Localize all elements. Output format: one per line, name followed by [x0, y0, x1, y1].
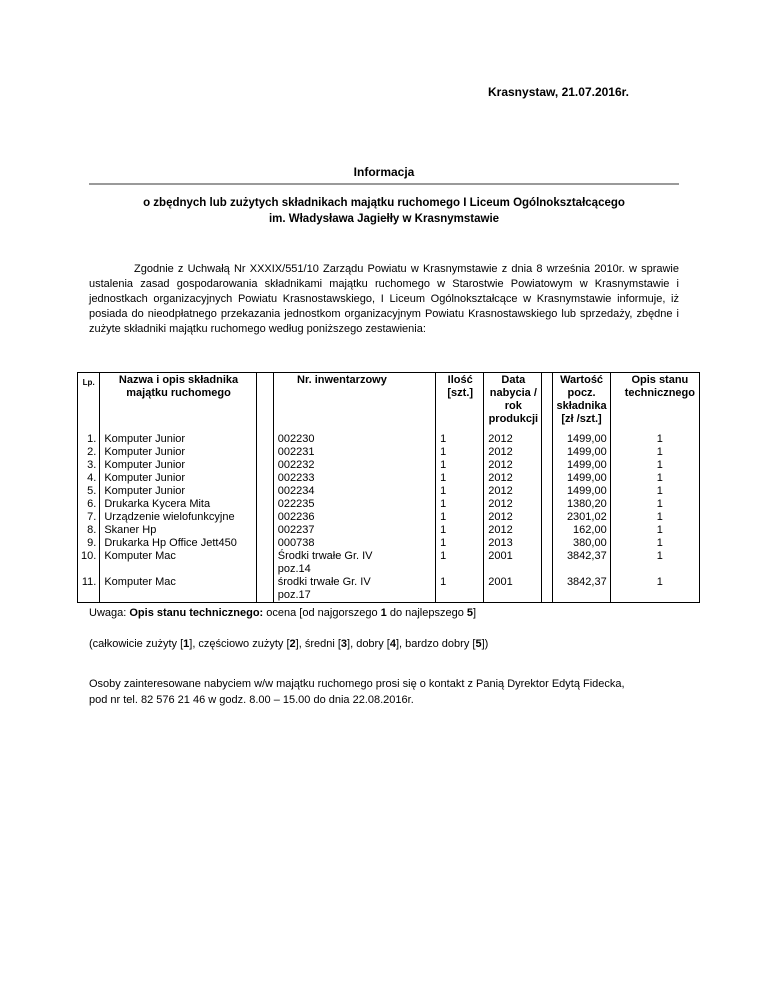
- cell-name: Komputer Junior: [100, 472, 256, 485]
- cell-lp: 8.: [78, 524, 100, 537]
- cell-value: 162,00: [553, 524, 610, 537]
- table-row: [78, 576, 700, 603]
- cell-year: 2001: [484, 576, 542, 603]
- cell-name: Drukarka Hp Office Jett450: [100, 537, 256, 550]
- col-spacer: [542, 537, 553, 550]
- cell-state: 1: [621, 537, 700, 550]
- col-spacer: [256, 498, 273, 511]
- cell-year: 2012: [484, 472, 542, 485]
- cell-lp: 7.: [78, 511, 100, 524]
- cell-inventory: 002236: [277, 511, 315, 523]
- cell-name: Komputer Junior: [100, 433, 256, 446]
- legend-text: ]): [481, 638, 489, 650]
- cell-year: 2012: [484, 485, 542, 498]
- col-spacer: [409, 433, 436, 446]
- cell-inventory: 002231: [277, 446, 315, 458]
- col-spacer: [542, 459, 553, 472]
- col-spacer: [256, 511, 273, 524]
- cell-name: Komputer Junior: [100, 446, 256, 459]
- cell-name: Skaner Hp: [100, 524, 256, 537]
- col-spacer: [542, 433, 553, 446]
- cell-lp: 2.: [78, 446, 100, 459]
- cell-qty: 1: [436, 576, 484, 603]
- cell-inventory: środki trwałe Gr. IV poz.17: [273, 576, 409, 603]
- legend-value: 5: [475, 638, 482, 650]
- cell-state: 1: [621, 524, 700, 537]
- title-underline: [89, 183, 679, 185]
- col-spacer: [542, 446, 553, 459]
- col-header-name: Nazwa i opis składnika majątku ruchomego: [100, 373, 256, 434]
- col-spacer: [542, 576, 553, 603]
- cell-name: Drukarka Kycera Mita: [100, 498, 256, 511]
- cell-value: 1499,00: [553, 433, 610, 446]
- col-spacer: [409, 576, 436, 603]
- col-spacer: [256, 576, 273, 603]
- col-spacer: [409, 537, 436, 550]
- cell-value: 3842,37: [553, 550, 610, 576]
- cell-qty: 1: [436, 537, 484, 550]
- col-spacer: [610, 472, 621, 485]
- col-header-lp: Lp.: [78, 373, 100, 434]
- cell-value: 1499,00: [553, 459, 610, 472]
- subtitle-line-2: im. Władysława Jagiełły w Krasnymstawie: [268, 213, 500, 225]
- cell-value: 3842,37: [553, 576, 610, 603]
- col-spacer: [409, 524, 436, 537]
- legend-text: ], średni [: [295, 638, 341, 650]
- cell-lp: 5.: [78, 485, 100, 498]
- col-spacer: [542, 550, 553, 576]
- cell-name: Komputer Junior: [100, 459, 256, 472]
- note-label: Opis stanu technicznego:: [129, 607, 264, 619]
- table-row: [78, 511, 700, 524]
- note-text: do najlepszego: [386, 607, 467, 619]
- contact-line-1: Osoby zainteresowane nabyciem w/w majątku ruchomego prosi się o kontakt z Panią Dyrektor Edytą Fidecka,: [89, 678, 625, 690]
- col-spacer: [542, 511, 553, 524]
- cell-state: 1: [621, 498, 700, 511]
- rating-legend: [89, 638, 488, 650]
- cell-inventory: 022235: [277, 498, 315, 510]
- cell-qty: 1: [436, 459, 484, 472]
- col-spacer: [256, 485, 273, 498]
- col-spacer: [409, 472, 436, 485]
- cell-qty: 1: [436, 472, 484, 485]
- table-row: [78, 498, 700, 511]
- col-spacer: [610, 524, 621, 537]
- col-spacer: [256, 524, 273, 537]
- col-spacer: [256, 373, 273, 434]
- col-spacer: [610, 459, 621, 472]
- col-spacer: [610, 433, 621, 446]
- cell-year: 2013: [484, 537, 542, 550]
- col-spacer: [409, 550, 436, 576]
- col-spacer: [256, 537, 273, 550]
- cell-name: Komputer Junior: [100, 485, 256, 498]
- cell-state: 1: [621, 472, 700, 485]
- intro-text: Zgodnie z Uchwałą Nr XXXIX/551/10 Zarządu Powiatu w Krasnymstawie z dnia 8 września 2010r. w sprawie ustalenia zasad gospodarowania składnikami majątku ruchomego w Starostwie Powiatowym w Krasnymstawie i jednostkach organizacyjnych Powiatu Krasnostawskiego, I Liceum Ogólnokształcące w Krasnymstawie informuje, iż posiada do nieodpłatnego przekazania jednostkom organizacyjnym Powiatu Krasnostawskiego lub sprzedaży, zbędne i zużyte składniki majątku ruchomego według poniższego zestawienia:: [89, 263, 679, 335]
- cell-state: 1: [621, 550, 700, 576]
- cell-value: 1499,00: [553, 446, 610, 459]
- col-spacer: [256, 446, 273, 459]
- col-spacer: [256, 550, 273, 576]
- table-row: [78, 459, 700, 472]
- contact-line-2: pod nr tel. 82 576 21 46 w godz. 8.00 – 15.00 do dnia 22.08.2016r.: [89, 694, 414, 706]
- col-spacer: [409, 446, 436, 459]
- cell-state: 1: [621, 459, 700, 472]
- cell-lp: 6.: [78, 498, 100, 511]
- cell-name: Komputer Mac: [100, 550, 256, 576]
- table-row: [78, 537, 700, 550]
- cell-year: 2012: [484, 511, 542, 524]
- cell-year: 2001: [484, 550, 542, 576]
- legend-text: ], bardzo dobry [: [395, 638, 476, 650]
- cell-lp: 1.: [78, 433, 100, 446]
- note-worst-value: 1: [380, 607, 387, 619]
- col-spacer: [610, 446, 621, 459]
- cell-qty: 1: [436, 498, 484, 511]
- col-spacer: [409, 511, 436, 524]
- table-row: [78, 485, 700, 498]
- col-header-qty: Ilość [szt.]: [436, 373, 484, 434]
- legend-text: (całkowicie zużyty [: [89, 638, 184, 650]
- cell-state: 1: [621, 511, 700, 524]
- col-spacer: [542, 373, 553, 434]
- col-header-state: Opis stanu technicznego: [621, 373, 700, 434]
- cell-inventory: Środki trwałe Gr. IV poz.14: [277, 550, 373, 575]
- col-header-inventory: Nr. inwentarzowy: [273, 373, 409, 434]
- table-row: [78, 446, 700, 459]
- assets-table: [77, 372, 700, 603]
- col-header-year: Data nabycia / rok produkcji: [484, 373, 542, 434]
- cell-qty: 1: [436, 524, 484, 537]
- cell-lp: 10.: [78, 550, 100, 576]
- cell-year: 2012: [484, 459, 542, 472]
- document-title: Informacja: [353, 165, 415, 179]
- cell-qty: 1: [436, 550, 484, 576]
- col-spacer: [610, 511, 621, 524]
- col-spacer: [610, 576, 621, 603]
- col-spacer: [409, 485, 436, 498]
- contact-paragraph: [89, 676, 679, 708]
- col-spacer: [256, 433, 273, 446]
- cell-year: 2012: [484, 524, 542, 537]
- cell-year: 2012: [484, 446, 542, 459]
- cell-state: 1: [621, 576, 700, 603]
- cell-inventory: 002237: [277, 524, 315, 536]
- cell-value: 1499,00: [553, 472, 610, 485]
- table-header-row: [78, 373, 700, 434]
- col-spacer: [542, 524, 553, 537]
- cell-inventory: 002230: [277, 433, 315, 445]
- cell-value: 2301,02: [553, 511, 610, 524]
- note-text: ]: [473, 607, 477, 619]
- cell-name: Urządzenie wielofunkcyjne: [100, 511, 256, 524]
- cell-inventory: 002232: [277, 459, 315, 471]
- cell-qty: 1: [436, 511, 484, 524]
- cell-inventory: 002234: [277, 485, 315, 497]
- col-spacer: [409, 498, 436, 511]
- table-row: [78, 472, 700, 485]
- cell-year: 2012: [484, 498, 542, 511]
- document-subtitle: [89, 195, 679, 227]
- table-body: [78, 433, 700, 603]
- intro-paragraph: [89, 262, 679, 337]
- table-row: [78, 433, 700, 446]
- cell-state: 1: [621, 485, 700, 498]
- col-spacer: [409, 459, 436, 472]
- col-spacer: [542, 472, 553, 485]
- subtitle-line-1: o zbędnych lub zużytych składnikach majątku ruchomego I Liceum Ogólnokształcącego: [143, 197, 625, 209]
- cell-lp: 9.: [78, 537, 100, 550]
- cell-lp: 3.: [78, 459, 100, 472]
- note-best-value: 5: [466, 607, 474, 619]
- cell-qty: 1: [436, 446, 484, 459]
- cell-value: 1499,00: [553, 485, 610, 498]
- note-prefix: Uwaga:: [89, 607, 130, 619]
- legend-text: ], częściowo zużyty [: [189, 638, 290, 650]
- cell-state: 1: [621, 433, 700, 446]
- cell-state: 1: [621, 446, 700, 459]
- col-spacer: [256, 459, 273, 472]
- cell-inventory: 002233: [277, 472, 315, 484]
- legend-value: 3: [340, 638, 348, 650]
- col-spacer: [610, 550, 621, 576]
- cell-lp: 4.: [78, 472, 100, 485]
- col-spacer: [610, 498, 621, 511]
- note-text: ocena [od najgorszego: [263, 607, 381, 619]
- col-header-value: Wartość pocz. składnika [zł /szt.]: [553, 373, 610, 434]
- col-spacer: [610, 537, 621, 550]
- col-spacer: [610, 485, 621, 498]
- table-row: [78, 550, 700, 576]
- col-spacer: [409, 373, 436, 434]
- legend-value: 1: [183, 638, 190, 650]
- technical-state-note: [89, 607, 476, 619]
- legend-text: ], dobry [: [347, 638, 390, 650]
- col-spacer: [610, 373, 621, 434]
- cell-qty: 1: [436, 433, 484, 446]
- legend-value: 4: [389, 638, 396, 650]
- cell-year: 2012: [484, 433, 542, 446]
- cell-name: Komputer Mac: [100, 576, 256, 603]
- cell-value: 380,00: [553, 537, 610, 550]
- col-spacer: [542, 485, 553, 498]
- document-date: Krasnystaw, 21.07.2016r.: [488, 85, 629, 99]
- cell-qty: 1: [436, 485, 484, 498]
- cell-inventory: 000738: [277, 537, 315, 549]
- cell-value: 1380,20: [553, 498, 610, 511]
- col-spacer: [542, 498, 553, 511]
- col-spacer: [256, 472, 273, 485]
- cell-lp: 11.: [78, 576, 100, 603]
- table-row: [78, 524, 700, 537]
- legend-value: 2: [289, 638, 296, 650]
